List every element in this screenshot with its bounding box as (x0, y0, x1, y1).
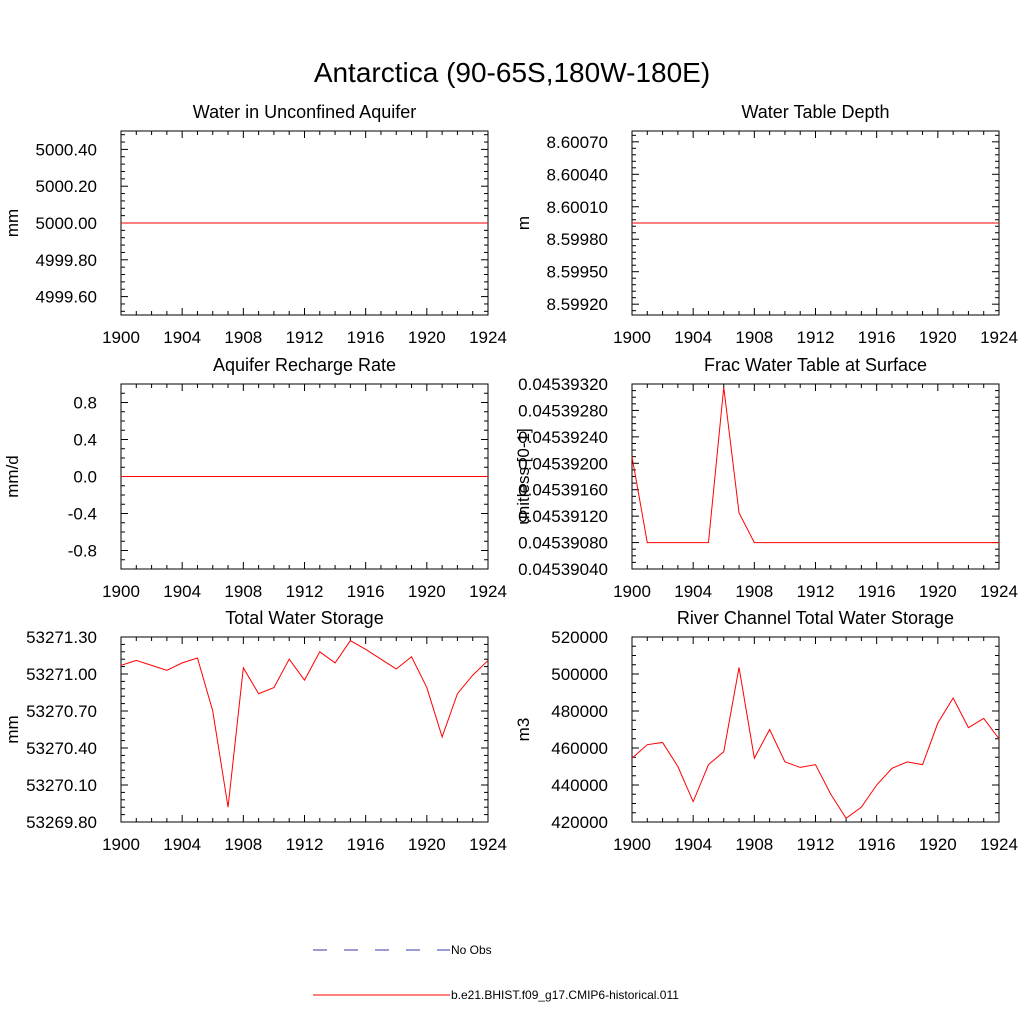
x-tick-label: 1912 (285, 582, 324, 601)
x-tick-label: 1904 (674, 835, 713, 854)
y-tick-label: 53271.00 (26, 665, 97, 684)
y-tick-label: 8.60010 (546, 197, 608, 217)
y-tick-label: 53270.10 (26, 776, 97, 795)
x-tick-label: 1908 (224, 835, 263, 854)
x-tick-label: 1904 (163, 582, 202, 601)
x-tick-label: 1904 (674, 582, 713, 601)
x-tick-label: 1912 (285, 835, 324, 854)
y-tick-label: 53270.40 (26, 739, 97, 758)
y-tick-label: 0.04539320 (518, 375, 608, 394)
x-tick-label: 1924 (469, 835, 507, 854)
panel-title: Aquifer Recharge Rate (212, 355, 397, 375)
panel-title: Water Table Depth (741, 102, 890, 122)
y-axis-label: mm (3, 715, 22, 744)
x-tick-label: 1912 (796, 835, 835, 854)
panel-title: Water in Unconfined Aquifer (192, 102, 417, 122)
panel-river-channel-total-water-storage (514, 608, 1018, 854)
y-tick-label: -0.8 (67, 541, 97, 561)
y-tick-label: 480000 (551, 702, 608, 721)
y-tick-label: 440000 (551, 776, 608, 795)
y-tick-label: 0.04539080 (518, 533, 608, 553)
x-tick-label: 1900 (102, 835, 140, 854)
x-tick-label: 1904 (163, 328, 202, 347)
x-tick-label: 1916 (346, 582, 385, 601)
x-tick-label: 1900 (613, 835, 651, 854)
x-tick-label: 1912 (285, 328, 324, 347)
legend-label-no-obs: No Obs (451, 943, 492, 957)
y-tick-label: 4999.80 (35, 250, 97, 270)
panels (3, 102, 1018, 854)
y-tick-label: 8.60040 (546, 165, 608, 185)
y-tick-label: 53270.70 (26, 702, 97, 721)
plot-frame (632, 637, 999, 822)
panel-water-table-depth (514, 102, 1018, 347)
legend (313, 943, 679, 1002)
y-tick-label: 8.59950 (546, 262, 608, 282)
y-tick-label: 0.04539240 (518, 427, 608, 447)
x-tick-label: 1908 (735, 835, 774, 854)
x-tick-label: 1908 (224, 582, 263, 601)
y-tick-label: 420000 (551, 813, 608, 832)
x-tick-label: 1916 (857, 582, 896, 601)
y-tick-label: 460000 (551, 739, 608, 758)
panel-title: Total Water Storage (225, 608, 384, 628)
panel-frac-water-table-at-surface (514, 355, 1018, 601)
x-tick-label: 1908 (735, 582, 774, 601)
x-tick-label: 1916 (346, 835, 385, 854)
main-title: Antarctica (90-65S,180W-180E) (313, 57, 711, 88)
x-tick-label: 1912 (796, 582, 835, 601)
legend-label-historical-011: b.e21.BHIST.f09_g17.CMIP6-historical.011 (451, 988, 679, 1002)
x-tick-label: 1912 (796, 328, 835, 347)
y-axis-label: m (514, 215, 533, 231)
y-tick-label: 0.04539040 (518, 560, 608, 579)
x-tick-label: 1924 (469, 582, 507, 601)
y-tick-label: 5000.20 (35, 177, 97, 197)
y-tick-label: 53271.30 (26, 628, 97, 647)
panel-title: Frac Water Table at Surface (703, 355, 928, 375)
panel-title: River Channel Total Water Storage (676, 608, 955, 628)
x-tick-label: 1900 (613, 582, 651, 601)
x-tick-label: 1904 (674, 328, 713, 347)
x-tick-label: 1920 (407, 835, 446, 854)
y-tick-label: 0.04539160 (518, 480, 608, 500)
x-tick-label: 1900 (102, 582, 140, 601)
x-tick-label: 1916 (346, 328, 385, 347)
x-tick-label: 1920 (918, 582, 957, 601)
x-tick-label: 1920 (407, 328, 446, 347)
x-tick-label: 1916 (857, 328, 896, 347)
y-tick-label: 0.04539200 (518, 454, 608, 474)
y-axis-label: unitless [0-1] (514, 428, 533, 525)
x-tick-label: 1924 (980, 328, 1018, 347)
x-tick-label: 1916 (857, 835, 896, 854)
y-tick-label: 500000 (551, 665, 608, 684)
panel-total-water-storage (3, 608, 507, 854)
series-line (121, 641, 488, 808)
y-tick-label: 0.8 (73, 393, 97, 413)
x-tick-label: 1920 (918, 835, 957, 854)
x-tick-label: 1904 (163, 835, 202, 854)
y-axis-label: m3 (514, 717, 533, 742)
y-tick-label: 0.4 (73, 430, 97, 450)
panel-water-in-unconfined-aquifer (3, 102, 507, 347)
x-tick-label: 1924 (980, 582, 1018, 601)
series-line (632, 387, 999, 542)
x-tick-label: 1900 (613, 328, 651, 347)
x-tick-label: 1920 (407, 582, 446, 601)
y-tick-label: 8.59920 (546, 295, 608, 315)
x-tick-label: 1900 (102, 328, 140, 347)
x-tick-label: 1924 (469, 328, 507, 347)
y-tick-label: 5000.40 (35, 140, 97, 160)
y-tick-label: 4999.60 (35, 287, 97, 307)
panel-aquifer-recharge-rate (3, 355, 507, 601)
y-tick-label: 520000 (551, 628, 608, 647)
y-axis-label: mm/d (3, 455, 22, 498)
plot-frame (632, 384, 999, 569)
y-tick-label: 0.0 (73, 467, 97, 487)
plot-frame (121, 637, 488, 822)
x-tick-label: 1908 (735, 328, 774, 347)
y-tick-label: 0.04539280 (518, 401, 608, 421)
y-axis-label: mm (3, 208, 22, 238)
y-tick-label: 8.59980 (546, 230, 608, 250)
y-tick-label: -0.4 (67, 504, 97, 524)
y-tick-label: 0.04539120 (518, 507, 608, 527)
y-tick-label: 8.60070 (546, 132, 608, 152)
x-tick-label: 1908 (224, 328, 263, 347)
x-tick-label: 1920 (918, 328, 957, 347)
x-tick-label: 1924 (980, 835, 1018, 854)
y-tick-label: 5000.00 (35, 214, 97, 233)
y-tick-label: 53269.80 (26, 813, 97, 832)
series-line (632, 668, 999, 819)
